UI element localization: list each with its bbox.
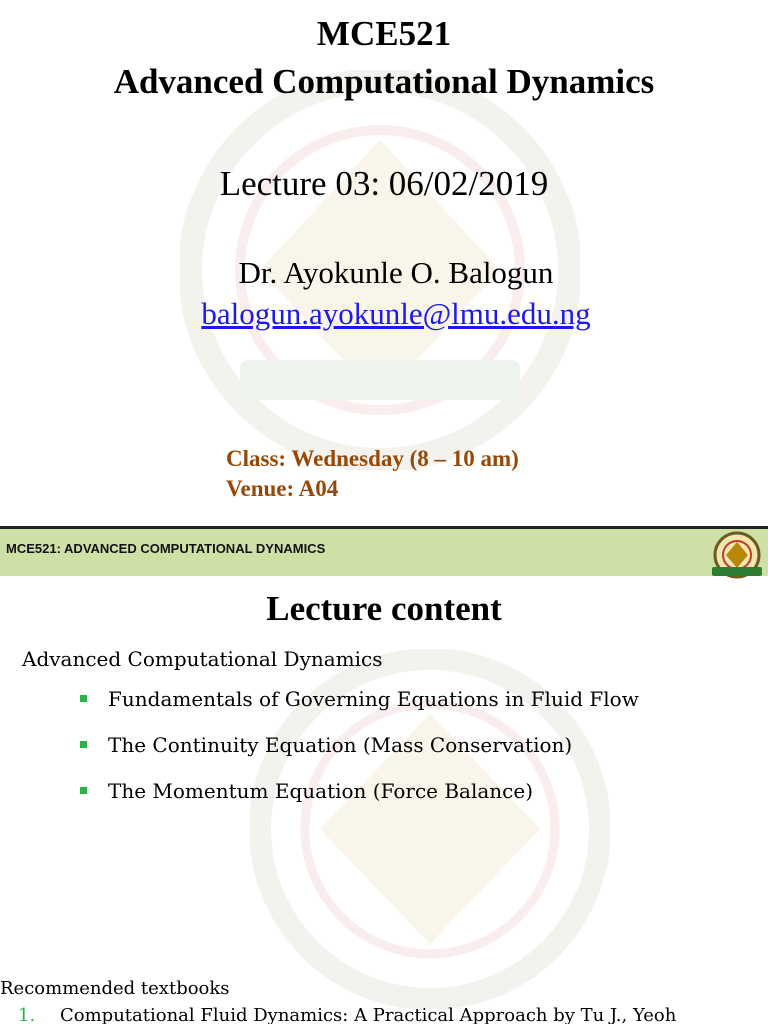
list-item (78, 685, 639, 731)
class-info (226, 444, 519, 504)
list-item (78, 731, 639, 777)
textbooks-heading: Recommended textbooks (0, 978, 230, 999)
list-item-text: The Momentum Equation (Force Balance) (108, 779, 534, 803)
list-item (78, 777, 639, 823)
class-venue: Venue: A04 (226, 476, 339, 501)
university-seal-icon (704, 529, 768, 579)
textbook-title: Computational Fluid Dynamics: A Practical Approach by Tu J., Yeoh (60, 1005, 677, 1024)
class-schedule: Class: Wednesday (8 – 10 am) (226, 446, 519, 471)
topic-list (78, 685, 639, 823)
list-item-text: Fundamentals of Governing Equations in Fluid Flow (108, 687, 639, 711)
header-course-title: MCE521: ADVANCED COMPUTATIONAL DYNAMICS (6, 541, 326, 556)
section-intro: Advanced Computational Dynamics (22, 647, 383, 671)
bullet-square-icon (80, 787, 87, 794)
content-slide (0, 529, 768, 1024)
list-item-text: The Continuity Equation (Mass Conservation) (108, 733, 573, 757)
lecturer-name: Dr. Ayokunle O. Balogun (238, 255, 554, 290)
bullet-square-icon (80, 741, 87, 748)
textbook-number: 1. (18, 1005, 36, 1024)
lecture-date: Lecture 03: 06/02/2019 (219, 164, 549, 203)
course-title: Advanced Computational Dynamics (113, 62, 655, 101)
bullet-square-icon (80, 695, 87, 702)
slide-title: Lecture content (266, 589, 502, 628)
slide-header-bar (0, 529, 768, 576)
course-code: MCE521 (316, 14, 452, 53)
lecturer-email-link[interactable]: balogun.ayokunle@lmu.edu.ng (201, 296, 591, 331)
